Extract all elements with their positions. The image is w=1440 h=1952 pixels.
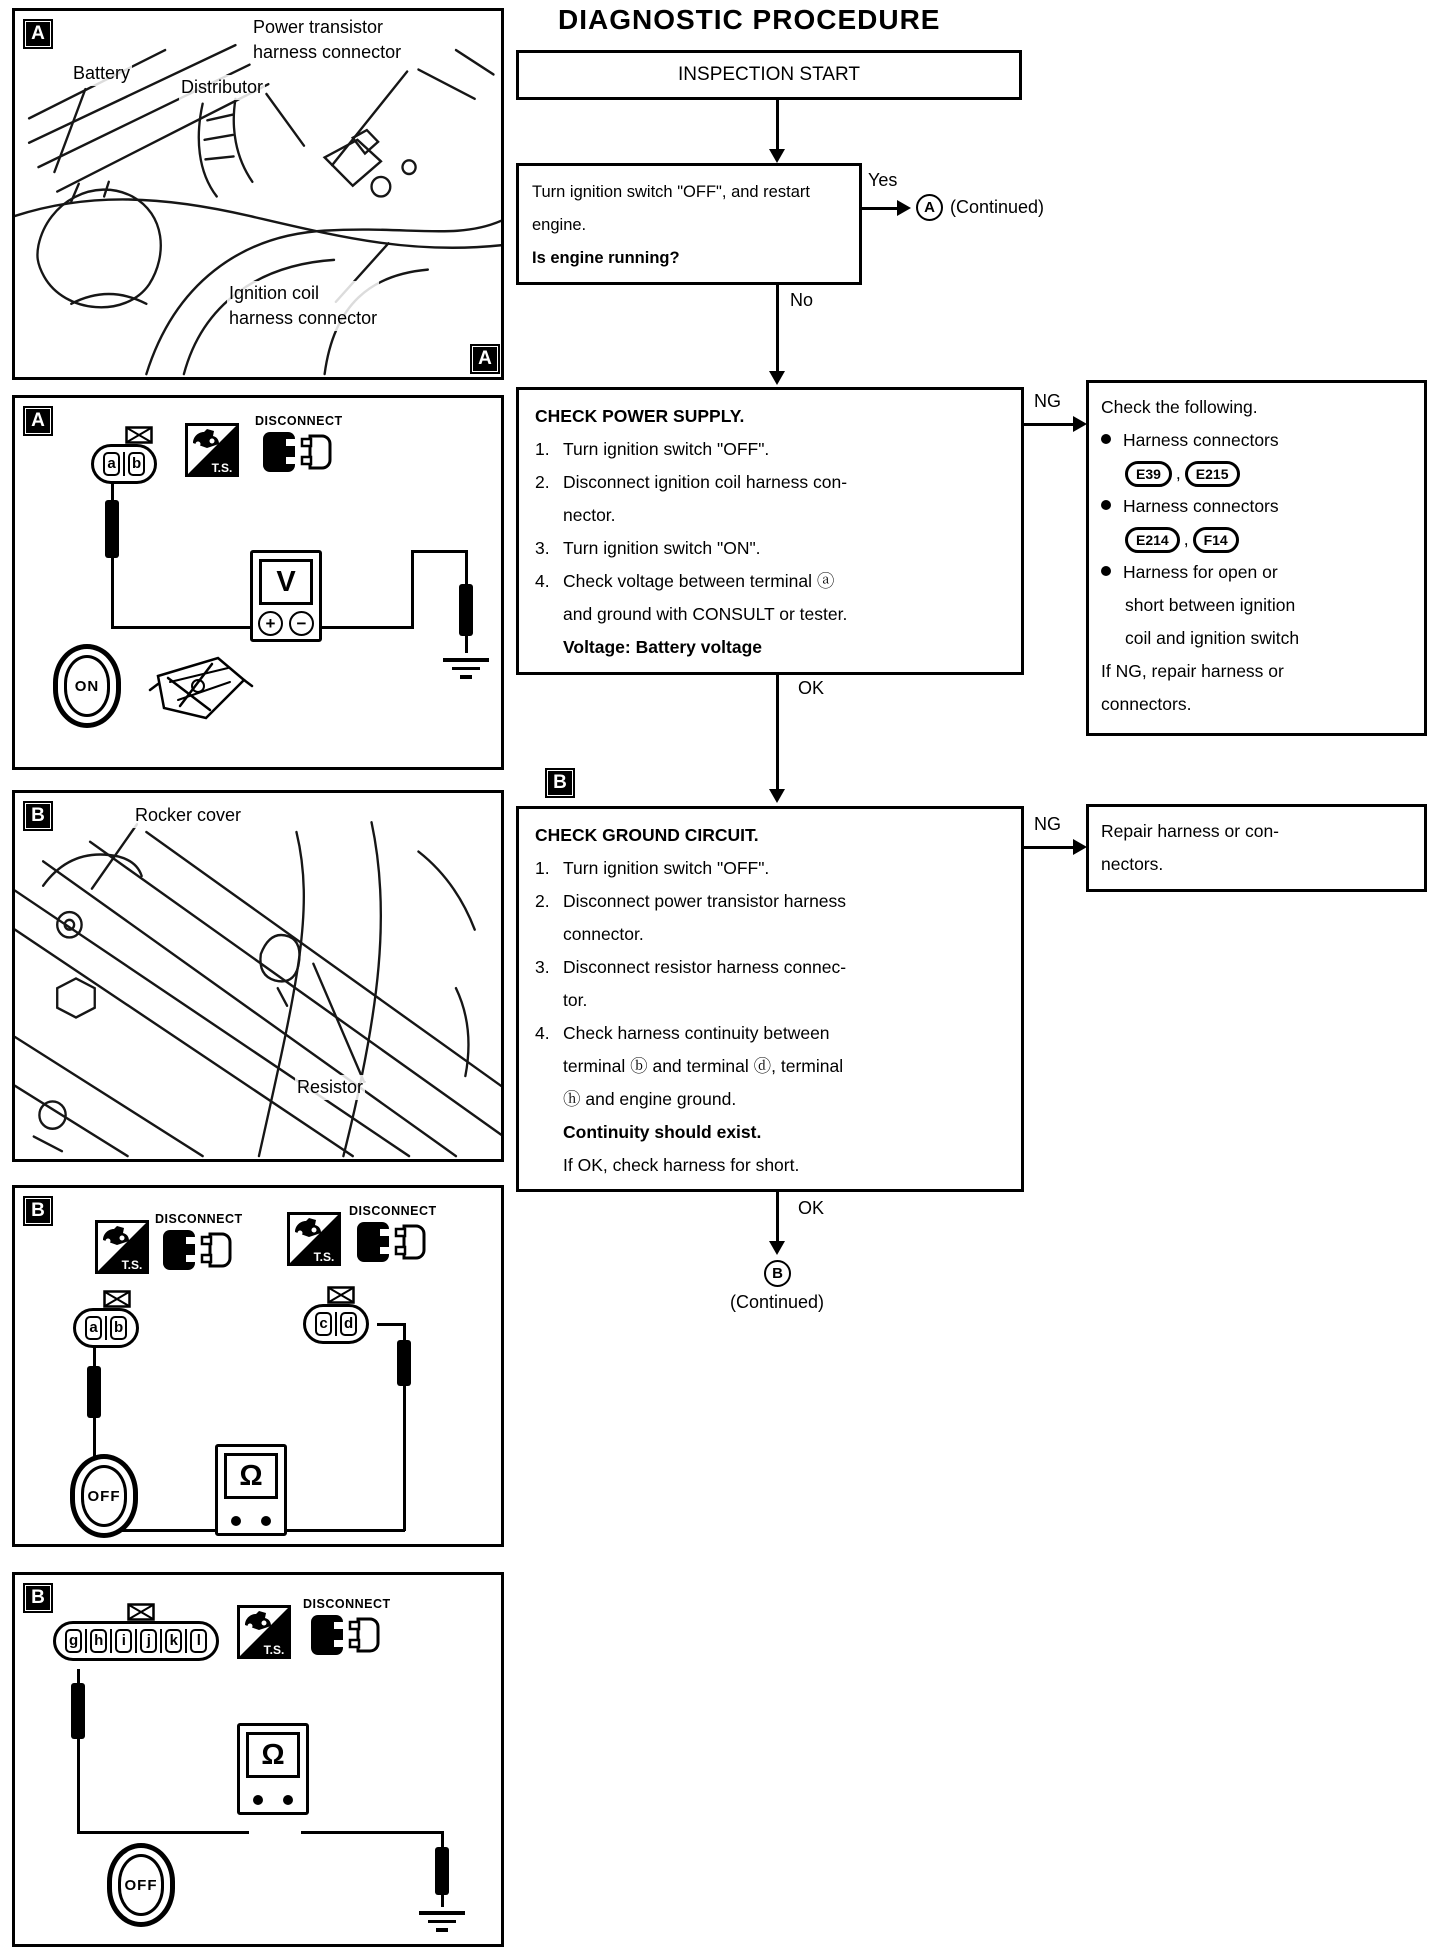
flow-arrow bbox=[776, 1192, 779, 1242]
svg-text:T.S.: T.S. bbox=[313, 1250, 335, 1264]
label-battery: Battery bbox=[71, 61, 132, 86]
panel-tag: B bbox=[23, 1196, 53, 1226]
test-lead-wire bbox=[411, 550, 414, 629]
connector-id-pill: F14 bbox=[1193, 527, 1239, 553]
minus-terminal-icon: − bbox=[289, 611, 314, 636]
flow-ng-check-following: Check the following. Harness connectors E39 , E215 Harness connectors E214 , F14 Harness for open or short between ignition coil and ignition switch If NG, repair harness or connectors. bbox=[1086, 380, 1427, 736]
flow-arrow bbox=[776, 675, 779, 790]
plus-terminal-icon: + bbox=[258, 611, 283, 636]
test-lead-wire bbox=[322, 626, 414, 629]
flow-inspection-start: INSPECTION START bbox=[516, 50, 1022, 100]
flow-decision-engine-running: Turn ignition switch "OFF", and restart engine. Is engine running? bbox=[516, 163, 862, 285]
arrow-right-icon bbox=[1073, 416, 1087, 432]
ts-tool-icon bbox=[185, 423, 239, 477]
no-label: No bbox=[790, 290, 814, 310]
arrow-down-icon bbox=[769, 789, 785, 803]
connector-id-pill: E215 bbox=[1185, 461, 1240, 487]
disconnect-icon-group: DISCONNECT bbox=[155, 1212, 243, 1277]
panel-tag: B bbox=[23, 801, 53, 831]
test-lead-wire bbox=[301, 1831, 443, 1834]
label-power-transistor-connector: Power transistor harness connector bbox=[251, 15, 403, 65]
flow-arrow bbox=[776, 285, 779, 372]
flow-arrow bbox=[776, 100, 779, 150]
arrow-down-icon bbox=[769, 371, 785, 385]
probe-tip bbox=[435, 1847, 449, 1895]
circled-ref-b: B bbox=[764, 1260, 791, 1287]
arrow-right-icon bbox=[897, 200, 911, 216]
male-connector-icon bbox=[125, 426, 153, 444]
ts-tool-icon bbox=[237, 1605, 291, 1659]
flow-ng-repair-harness: Repair harness or con- nectors. bbox=[1086, 804, 1427, 892]
ohmmeter bbox=[237, 1723, 309, 1815]
probe-tip bbox=[105, 500, 119, 558]
ignition-key-off-icon: OFF bbox=[70, 1454, 138, 1538]
test-lead-wire bbox=[77, 1831, 249, 1834]
arrow-right-icon bbox=[1073, 839, 1087, 855]
flow-tag-b: B bbox=[545, 768, 575, 798]
ts-tool-icon bbox=[287, 1212, 341, 1266]
ng-label: NG bbox=[1034, 814, 1061, 834]
flow-arrow bbox=[1024, 846, 1074, 849]
yes-label: Yes bbox=[868, 170, 898, 190]
flow-arrow bbox=[1024, 423, 1074, 426]
disconnect-icon-group: DISCONNECT bbox=[303, 1597, 391, 1662]
svg-text:T.S.: T.S. bbox=[211, 461, 233, 475]
disconnect-connector-icon bbox=[310, 1613, 384, 1657]
arrow-down-icon bbox=[769, 149, 785, 163]
meter-terminal bbox=[261, 1516, 271, 1526]
circled-ref-a: A bbox=[916, 194, 943, 221]
disconnect-icon-group: DISCONNECT bbox=[349, 1204, 437, 1269]
disconnect-icon-group: DISCONNECT bbox=[255, 414, 343, 479]
panel-tag: A bbox=[23, 406, 53, 436]
probe-tip bbox=[87, 1366, 101, 1418]
panel-test-setup-b2 bbox=[12, 1572, 504, 1947]
connector-id-pill: E214 bbox=[1125, 527, 1180, 553]
male-connector-icon bbox=[103, 1290, 131, 1308]
label-distributor: Distributor bbox=[179, 75, 265, 100]
test-lead-wire bbox=[377, 1323, 405, 1326]
flow-arrow bbox=[862, 207, 898, 210]
bullet-icon bbox=[1101, 500, 1111, 510]
meter-terminal bbox=[253, 1795, 263, 1805]
ok-label: OK bbox=[798, 1198, 825, 1218]
continued-label: (Continued) bbox=[729, 1292, 825, 1312]
panel-engine-view-a bbox=[12, 8, 504, 380]
flow-check-power-supply: CHECK POWER SUPPLY. 1. Turn ignition switch "OFF". 2. Disconnect ignition coil harness con- nector. 3. Turn ignition switch "ON". 4. Check voltage between terminal ⓐ and ground with CONSULT or tester. Voltage: Battery voltage bbox=[516, 387, 1024, 675]
ohmmeter-display: Ω bbox=[246, 1732, 300, 1778]
panel-test-setup-b1 bbox=[12, 1185, 504, 1547]
probe-tip bbox=[459, 584, 473, 636]
connector-ab: a b bbox=[73, 1308, 139, 1348]
ok-label: OK bbox=[798, 678, 825, 698]
voltmeter bbox=[250, 550, 322, 642]
ignition-key-on-icon: ON bbox=[53, 644, 121, 728]
flow-check-ground-circuit: CHECK GROUND CIRCUIT. 1. Turn ignition switch "OFF". 2. Disconnect power transistor harness connector. 3. Disconnect resistor harness connec- tor. 4. Check harness continuity between terminal ⓑ and terminal ⓓ, terminal ⓗ and engine ground. Continuity should exist. If OK, check harness for short. bbox=[516, 806, 1024, 1192]
label-ignition-coil-connector: Ignition coil harness connector bbox=[227, 281, 379, 331]
label-rocker-cover: Rocker cover bbox=[133, 803, 243, 828]
flow-tag-a: A bbox=[470, 344, 500, 374]
connector-id-pill: E39 bbox=[1125, 461, 1172, 487]
connector-ghijkl: g h i j k l bbox=[53, 1621, 219, 1661]
engine-illustration-b bbox=[15, 793, 501, 1159]
label-resistor: Resistor bbox=[295, 1075, 365, 1100]
connector-ab: a b bbox=[91, 444, 157, 484]
voltmeter-display: V bbox=[259, 559, 313, 605]
meter-terminal bbox=[231, 1516, 241, 1526]
male-connector-icon bbox=[127, 1603, 155, 1621]
page-title: DIAGNOSTIC PROCEDURE bbox=[558, 4, 941, 35]
ohmmeter-display: Ω bbox=[224, 1453, 278, 1499]
disconnect-connector-icon bbox=[162, 1228, 236, 1272]
svg-text:T.S.: T.S. bbox=[263, 1643, 285, 1657]
ignition-coil-connector-sketch bbox=[140, 646, 255, 731]
disconnect-connector-icon bbox=[356, 1220, 430, 1264]
ts-tool-icon bbox=[95, 1220, 149, 1274]
ignition-key-off-icon: OFF bbox=[107, 1843, 175, 1927]
test-lead-wire bbox=[411, 550, 467, 553]
panel-tag: A bbox=[23, 19, 53, 49]
bullet-icon bbox=[1101, 434, 1111, 444]
probe-tip bbox=[397, 1340, 411, 1386]
test-lead-wire bbox=[287, 1529, 405, 1532]
panel-tag: B bbox=[23, 1583, 53, 1613]
connector-cd: c d bbox=[303, 1304, 369, 1344]
panel-engine-view-b bbox=[12, 790, 504, 1162]
ohmmeter bbox=[215, 1444, 287, 1536]
continued-label: (Continued) bbox=[950, 197, 1045, 217]
ground-symbol bbox=[419, 1911, 465, 1932]
test-lead-wire bbox=[111, 626, 253, 629]
ground-symbol bbox=[443, 658, 489, 679]
svg-text:T.S.: T.S. bbox=[121, 1258, 143, 1272]
panel-test-setup-a bbox=[12, 395, 504, 770]
arrow-down-icon bbox=[769, 1241, 785, 1255]
disconnect-connector-icon bbox=[262, 430, 336, 474]
ng-label: NG bbox=[1034, 391, 1061, 411]
probe-tip bbox=[71, 1683, 85, 1739]
male-connector-icon bbox=[327, 1286, 355, 1304]
meter-terminal bbox=[283, 1795, 293, 1805]
bullet-icon bbox=[1101, 566, 1111, 576]
